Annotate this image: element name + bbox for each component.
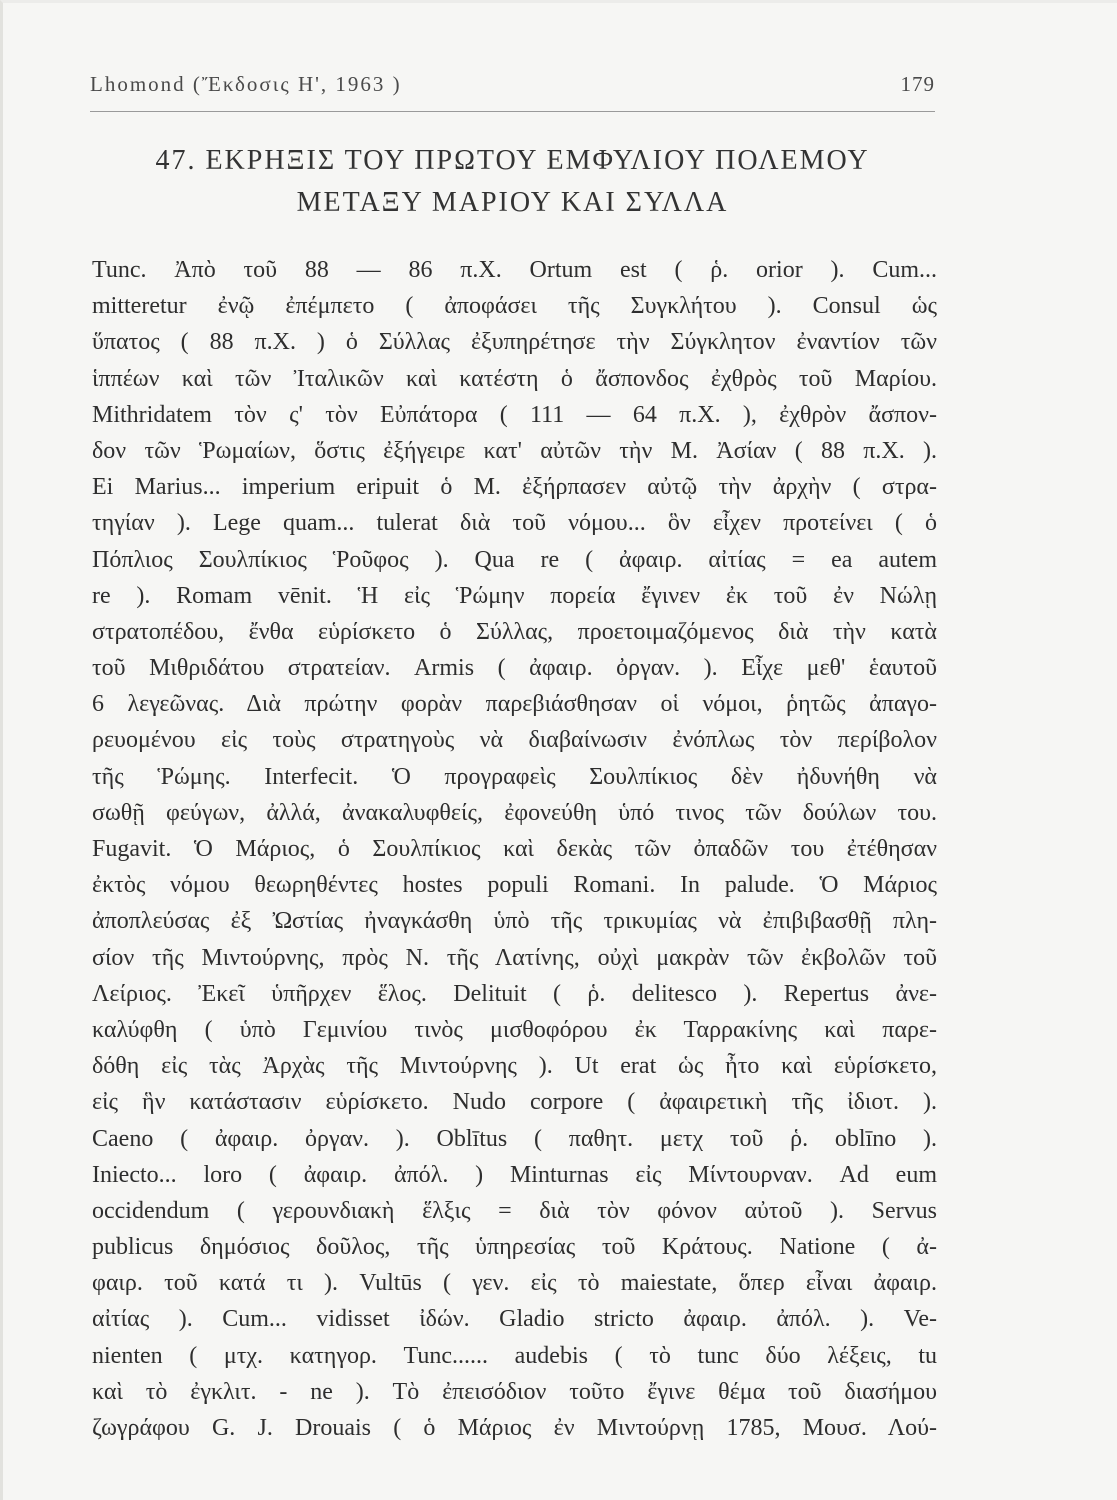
text-line: τηγίαν ). Lege quam... tulerat διὰ τοῦ νόμου... ὃν εἶχεν προτείνει ( ὁ <box>92 510 937 537</box>
text-line: Caeno ( ἀφαιρ. ὀργαν. ). Oblītus ( παθητ. μετχ τοῦ ῥ. oblīno ). <box>92 1125 937 1152</box>
text-line: Mithridatem τὸν ς' τὸν Εὐπάτορα ( 111 — 64 π.Χ. ), ἐχθρὸν ἄσπον- <box>92 401 937 428</box>
running-title: Lhomond (Ἔκδοσις Η', 1963 ) <box>90 72 402 96</box>
text-line: σωθῇ φεύγων, ἀλλά, ἀνακαλυφθείς, ἐφονεύθη ὑπό τινος τῶν δούλων του. <box>92 799 937 826</box>
chapter-title-line-1: 47. ΕΚΡΗΞΙΣ ΤΟΥ ΠΡΩΤΟΥ ΕΜΦΥΛΙΟΥ ΠΟΛΕΜΟΥ <box>155 145 870 176</box>
text-line: re ). Romam vēnit. Ἡ εἰς Ῥώμην πορεία ἔγινεν ἐκ τοῦ ἐν Νώλῃ <box>92 582 937 609</box>
text-line: ἱππέων καὶ τῶν Ἰταλικῶν καὶ κατέστη ὁ ἄσπονδος ἐχθρὸς τοῦ Μαρίου. <box>92 365 937 392</box>
text-line: 6 λεγεῶνας. Διὰ πρώτην φορὰν παρεβιάσθησαν οἱ νόμοι, ῥητῶς ἀπαγο- <box>92 691 937 718</box>
text-line: Fugavit. Ὁ Μάριος, ὁ Σουλπίκιος καὶ δεκὰς τῶν ὀπαδῶν του ἐτέθησαν <box>92 836 937 862</box>
text-line: ζωγράφου G. J. Drouais ( ὁ Μάριος ἐν Μιντούρνῃ 1785, Μουσ. Λού- <box>92 1415 937 1441</box>
text-line: ἀποπλεύσας ἐξ Ὠστίας ἠναγκάσθη ὑπὸ τῆς τρικυμίας νὰ ἐπιβιβασθῇ πλη- <box>92 908 937 935</box>
text-line: στρατοπέδου, ἔνθα εὑρίσκετο ὁ Σύλλας, προετοιμαζόμενος διὰ τὴν κατὰ <box>92 618 937 645</box>
text-line: ὕπατος ( 88 π.Χ. ) ὁ Σύλλας ἐξυπηρέτησε τὴν Σύγκλητον ἐναντίον τῶν <box>92 329 937 356</box>
text-line: ρευομένου εἰς τοὺς στρατηγοὺς νὰ διαβαίνωσιν ἐνόπλως τὸν περίβολον <box>92 727 937 754</box>
text-line: Ei Marius... imperium eripuit ὁ Μ. ἐξήρπασεν αὐτῷ τὴν ἀρχὴν ( στρα- <box>92 474 937 501</box>
text-line: nienten ( μτχ. κατηγορ. Tunc...... audebis ( τὸ tunc δύο λέξεις, tu <box>92 1342 937 1369</box>
text-line: mitteretur ἐνῷ ἐπέμπετο ( ἀποφάσει τῆς Συγκλήτου ). Consul ὡς <box>92 293 937 320</box>
text-line: σίον τῆς Μιντούρνης, πρὸς Ν. τῆς Λατίνης, οὐχὶ μακρὰν τῶν ἐκβολῶν τοῦ <box>92 944 937 971</box>
text-line: Λείριος. Ἐκεῖ ὑπῆρχεν ἕλος. Delituit ( ῥ. delitesco ). Repertus ἀνε- <box>92 980 937 1007</box>
text-line: εἰς ἣν κατάστασιν εὑρίσκετο. Nudo corpore ( ἀφαιρετικὴ τῆς ἰδιοτ. ). <box>92 1089 937 1116</box>
text-line: τοῦ Μιθριδάτου στρατείαν. Armis ( ἀφαιρ. ὀργαν. ). Εἶχε μεθ' ἑαυτοῦ <box>92 655 937 682</box>
chapter-title-line-2: ΜΕΤΑΞΥ ΜΑΡΙΟΥ ΚΑΙ ΣΥΛΛΑ <box>296 187 729 218</box>
page-number: 179 <box>900 72 935 96</box>
text-line: occidendum ( γερουνδιακὴ ἕλξις = διὰ τὸν φόνον αὐτοῦ ). Servus <box>92 1197 937 1224</box>
text-line: publicus δημόσιος δοῦλος, τῆς ὑπηρεσίας τοῦ Κράτους. Natione ( ἀ- <box>92 1234 937 1261</box>
chapter-title <box>90 140 935 224</box>
text-line: τῆς Ῥώμης. Interfecit. Ὁ προγραφεὶς Σουλπίκιος δὲν ἠδυνήθη νὰ <box>92 763 937 790</box>
text-line: Tunc. Ἀπὸ τοῦ 88 — 86 π.Χ. Ortum est ( ῥ. orior ). Cum... <box>92 257 937 283</box>
text-line: καλύφθη ( ὑπὸ Γεμινίου τινὸς μισθοφόρου ἐκ Ταρρακίνης καὶ παρε- <box>92 1016 937 1043</box>
text-line: δόθη εἰς τὰς Ἀρχὰς τῆς Μιντούρνης ). Ut erat ὡς ἦτο καὶ εὑρίσκετο, <box>92 1053 937 1080</box>
header-rule <box>90 111 935 112</box>
text-line: Πόπλιος Σουλπίκιος Ῥοῦφος ). Qua re ( ἀφαιρ. αἰτίας = ea autem <box>92 546 937 573</box>
text-line: δον τῶν Ῥωμαίων, ὅστις ἐξήγειρε κατ' αὐτῶν τὴν Μ. Ἀσίαν ( 88 π.Χ. ). <box>92 437 937 464</box>
text-line: ἐκτὸς νόμου θεωρηθέντες hostes populi Romani. In palude. Ὁ Μάριος <box>92 872 937 899</box>
text-line: αἰτίας ). Cum... vidisset ἰδών. Gladio stricto ἀφαιρ. ἀπόλ. ). Ve- <box>92 1306 937 1333</box>
body-text <box>92 252 937 1446</box>
running-head <box>90 72 935 102</box>
text-line: Iniecto... loro ( ἀφαιρ. ἀπόλ. ) Minturnas εἰς Μίντουρναν. Ad eum <box>92 1161 937 1188</box>
text-line: φαιρ. τοῦ κατά τι ). Vultūs ( γεν. εἰς τὸ maiestate, ὅπερ εἶναι ἀφαιρ. <box>92 1270 937 1297</box>
text-line: καὶ τὸ ἐγκλιτ. - ne ). Τὸ ἐπεισόδιον τοῦτο ἔγινε θέμα τοῦ διασήμου <box>92 1378 937 1405</box>
